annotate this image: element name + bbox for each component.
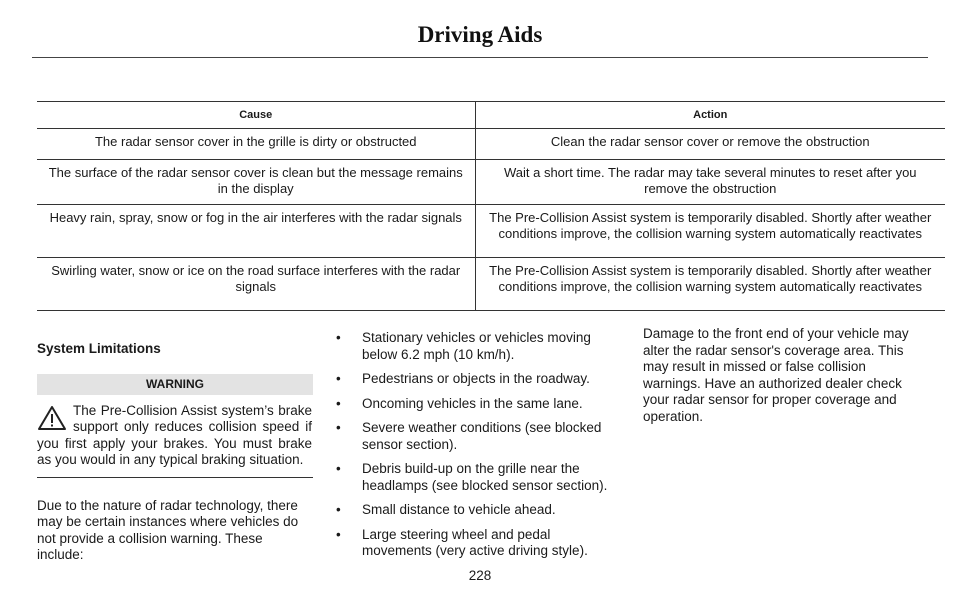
section-heading: System Limitations	[37, 341, 161, 356]
right-column	[643, 326, 921, 425]
list-item-text: Stationary vehicles or vehicles moving below 6.2 mph (10 km/h).	[362, 330, 591, 362]
warning-text: The Pre-Collision Assist system’s brake support only reduces collision speed if you first apply your brakes. You must brake as you would in any typical braking situation.	[37, 402, 312, 467]
bullet-icon: •	[336, 420, 341, 435]
list-item	[330, 527, 620, 560]
cause-cell: The surface of the radar sensor cover is clean but the message remains in the display	[37, 160, 475, 205]
intro-paragraph: Due to the nature of radar technology, there may be certain instances where vehicles do not provide a collision warning. These include:	[37, 497, 299, 562]
limitations-list	[330, 330, 620, 560]
list-item	[330, 330, 620, 363]
action-cell: The Pre-Collision Assist system is temporarily disabled. Shortly after weather conditions improve, the collision warning system automatically reactivates	[475, 205, 945, 258]
cause-cell: Heavy rain, spray, snow or fog in the air interferes with the radar signals	[37, 205, 475, 258]
list-item	[330, 396, 620, 413]
list-item	[330, 371, 620, 388]
list-item	[330, 420, 620, 453]
bullet-icon: •	[336, 526, 341, 542]
bullet-icon: •	[336, 371, 341, 386]
list-item	[330, 461, 620, 494]
column-header-action: Action	[475, 102, 945, 129]
page-title: Driving Aids	[417, 22, 543, 47]
bullet-icon: •	[336, 330, 341, 345]
damage-note: Damage to the front end of your vehicle may alter the radar sensor's coverage area. This may result in missed or false collision warnings. Have an authorized dealer check your radar sensor for proper coverage and operation.	[643, 326, 909, 424]
bullet-icon: •	[336, 461, 341, 476]
action-cell: The Pre-Collision Assist system is temporarily disabled. Shortly after weather conditions improve, the collision warning system automatically reactivates	[475, 258, 945, 311]
list-item-text: Large steering wheel and pedal movements (very active driving style).	[362, 526, 588, 558]
warning-divider	[37, 477, 313, 478]
action-cell: Clean the radar sensor cover or remove the obstruction	[475, 129, 945, 160]
middle-column	[330, 330, 620, 568]
table-row	[37, 205, 945, 258]
warning-label: WARNING	[37, 374, 313, 395]
cause-cell: Swirling water, snow or ice on the road surface interferes with the radar signals	[37, 258, 475, 311]
left-column	[37, 330, 312, 564]
table-header-row	[37, 102, 945, 129]
action-cell: Wait a short time. The radar may take several minutes to reset after you remove the obstruction	[475, 160, 945, 205]
list-item-text: Oncoming vehicles in the same lane.	[362, 395, 583, 411]
table-row	[37, 258, 945, 311]
list-item-text: Debris build-up on the grille near the headlamps (see blocked sensor section).	[362, 461, 608, 493]
list-item-text: Small distance to vehicle ahead.	[362, 502, 556, 517]
table-row	[37, 129, 945, 160]
bullet-icon: •	[336, 395, 341, 411]
page-number: 228	[468, 568, 492, 583]
cause-cell: The radar sensor cover in the grille is dirty or obstructed	[37, 129, 475, 160]
table-row	[37, 160, 945, 205]
list-item	[330, 502, 620, 519]
list-item-text: Pedestrians or objects in the roadway.	[362, 371, 590, 386]
list-item-text: Severe weather conditions (see blocked sensor section).	[362, 420, 602, 452]
warning-triangle-icon	[37, 405, 67, 431]
column-header-cause: Cause	[37, 102, 475, 129]
bullet-icon: •	[336, 502, 341, 517]
title-divider	[32, 57, 928, 58]
cause-action-table	[37, 101, 945, 311]
warning-text-block	[37, 403, 312, 469]
